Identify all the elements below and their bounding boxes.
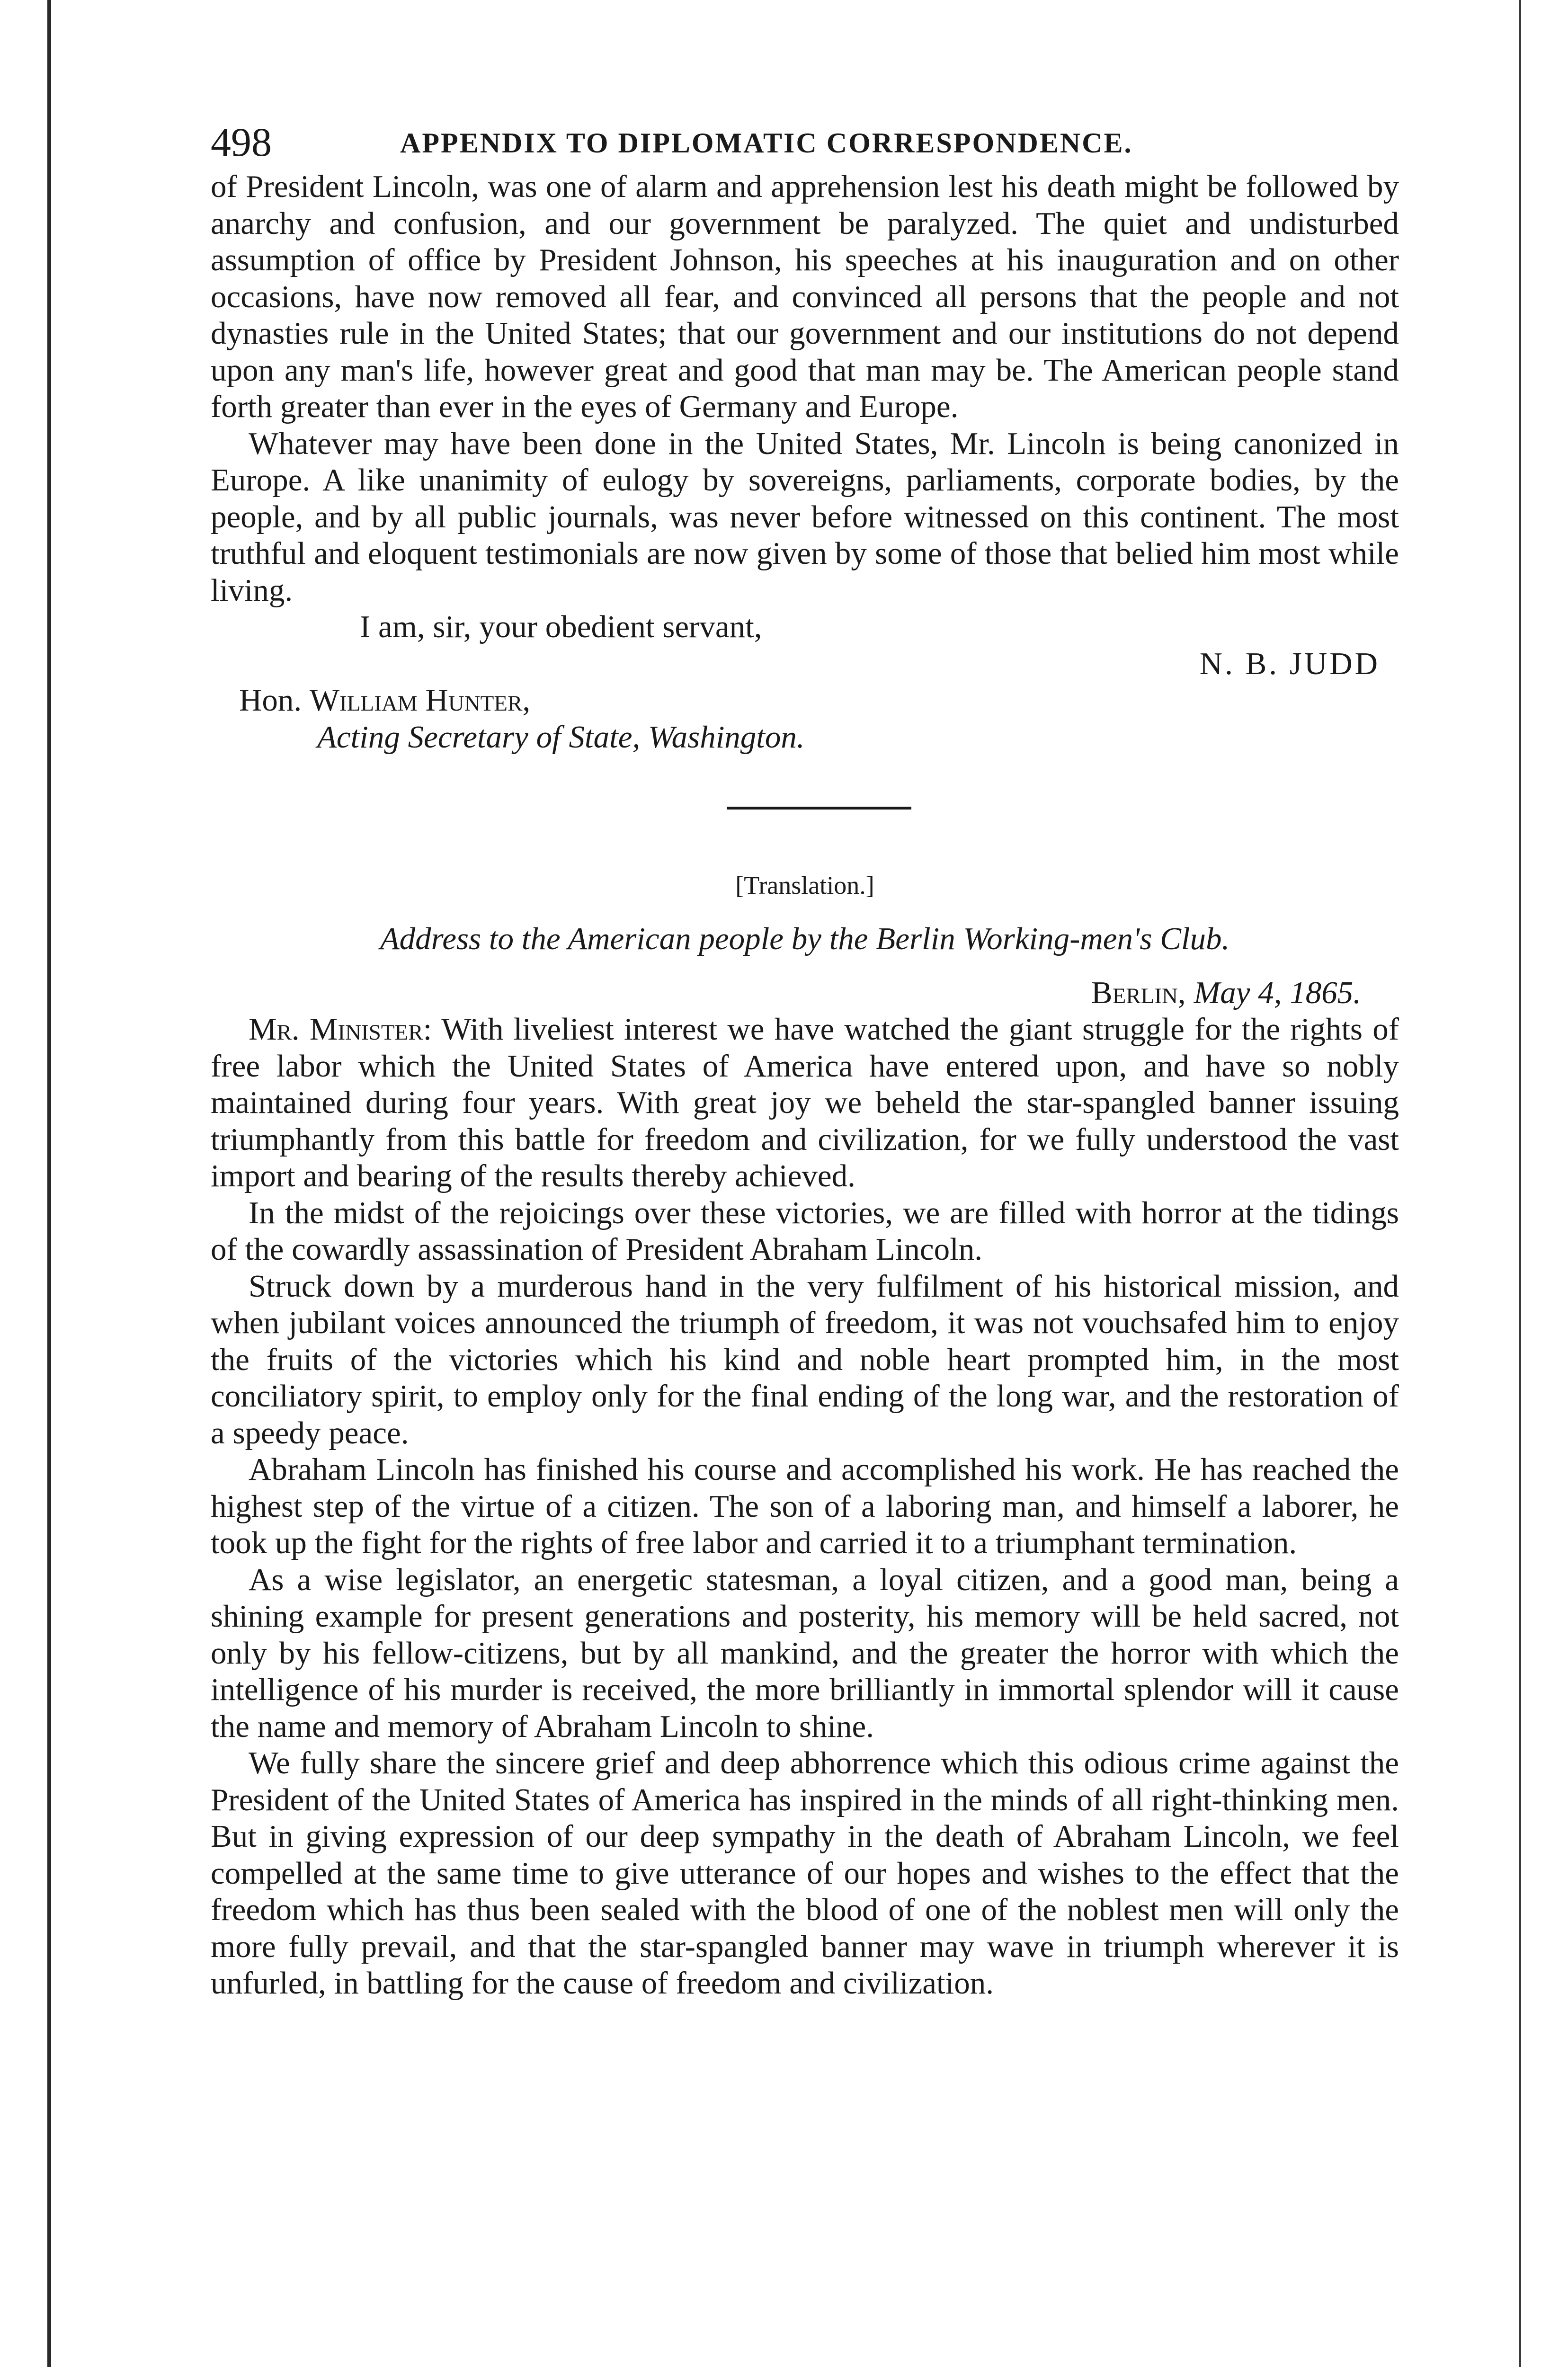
letter-closing: I am, sir, your obedient servant, — [360, 609, 762, 644]
dateline-place: Berlin, — [1091, 975, 1186, 1010]
dateline-date: May 4, 1865. — [1194, 975, 1361, 1010]
page-edge-right — [1519, 0, 1521, 2367]
document-page — [211, 114, 1399, 2002]
address-paragraph-2: In the midst of the rejoicings over these victories, we are filled with horror at the tidings of the cowardly assassination of President Abraham Lincoln. — [211, 1195, 1399, 1267]
address-paragraph-3: Struck down by a murderous hand in the very fulfilment of his historical mission, and when jubilant voices announced the triumph of freedom, it was not vouchsafed him to enjoy the fruits of the victories which his kind and noble heart prompted him, in the most conciliatory spirit, to employ only for the final ending of the long war, and the restoration of a speedy peace. — [211, 1268, 1399, 1450]
address-paragraph-4: Abraham Lincoln has finished his course and accomplished his work. He has reached the highest step of the virtue of a citizen. The son of a laboring man, and himself a laborer, he took up the fight for the rights of free labor and carried it to a triumphant termination. — [211, 1452, 1399, 1560]
address-title: Address to the American people by the Berlin Working-men's Club. — [380, 921, 1230, 956]
letter-paragraph-2: Whatever may have been done in the United States, Mr. Lincoln is being canonized in Europe. A like unanimity of eulogy by sovereigns, parliaments, corporate bodies, by the people, and by all public journals, was never before witnessed on this continent. The most truthful and eloquent testimonials are now given by some of those that belied him most while living. — [211, 426, 1399, 608]
page-header — [211, 114, 1399, 166]
address-paragraph-1-text: With liveliest interest we have watched the giant struggle for the rights of free labor which the United States of America have entered upon, and have so nobly maintained during four years. With great joy we beheld the star-spangled banner issuing triumphantly from this battle for freedom and civilization, for we fully understood the vast import and bearing of the results thereby achieved. — [211, 1012, 1399, 1193]
address-body — [211, 921, 1399, 2002]
page-edge-left — [47, 0, 51, 2367]
section-divider — [727, 807, 911, 810]
running-head: APPENDIX TO DIPLOMATIC CORRESPONDENCE. — [400, 127, 1133, 159]
address-paragraph-6: We fully share the sincere grief and deep abhorrence which this odious crime against the President of the United States of America has inspired in the minds of all right-thinking men. But in giving expression of our deep sympathy in the death of Abraham Lincoln, we feel compelled at the same time to give utterance of our hopes and wishes to the effect that the freedom which has thus been sealed with the blood of one of the noblest men will only the more fully prevail, and that the star-spangled banner may wave in triumph wherever it is unfurled, in battling for the cause of freedom and civilization. — [211, 1745, 1399, 2001]
letter-signature: N. B. JUDD — [1199, 646, 1380, 681]
letter-body — [211, 169, 1399, 756]
letter-addressee — [211, 682, 1399, 719]
addressee-prefix: Hon. — [239, 683, 302, 718]
address-paragraph-1 — [211, 1011, 1399, 1195]
letter-paragraph-1: of President Lincoln, was one of alarm and apprehension lest his death might be followed by anarchy and confusion, and our government be paralyzed. The quiet and undisturbed assumption of office by President Johnson, his speeches at his inauguration and on other occasions, have now removed all fear, and convinced all persons that the people and not dynasties rule in the United States; that our government and our institutions do not depend upon any man's life, however great and good that man may be. The American people stand forth greater than ever in the eyes of Germany and Europe. — [211, 169, 1399, 424]
address-dateline — [211, 975, 1399, 1012]
address-paragraph-5: As a wise legislator, an energetic statesman, a loyal citizen, and a good man, being a shining example for present generations and posterity, his memory will be held sacred, not only by his fellow-citizens, but by all mankind, and the greater the horror with which the intelligence of his murder is received, the more brilliantly in immortal splendor will it cause the name and memory of Abraham Lincoln to shine. — [211, 1562, 1399, 1744]
translation-note: [Translation.] — [735, 871, 874, 899]
addressee-name: William Hunter, — [309, 683, 531, 718]
address-salutation: Mr. Minister: — [249, 1012, 432, 1047]
addressee-title: Acting Secretary of State, Washington. — [317, 719, 805, 755]
page-number: 498 — [211, 119, 272, 165]
